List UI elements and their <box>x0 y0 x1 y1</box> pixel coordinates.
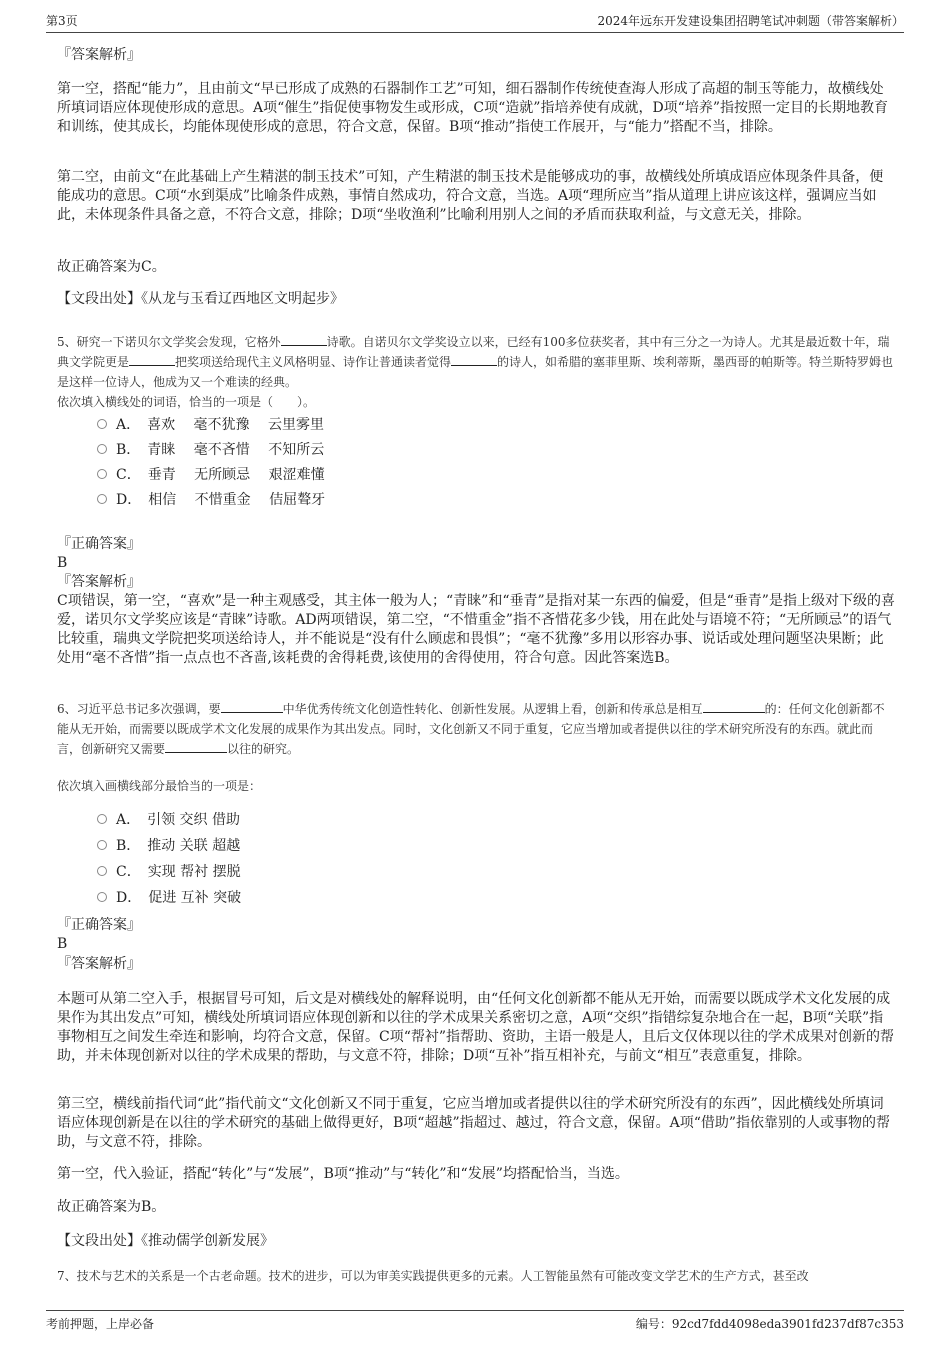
q6-answer-label: 『正确答案』 <box>57 917 141 933</box>
q5-option-b[interactable]: B． 青睐 毫不吝惜 不知所云 <box>97 440 324 460</box>
blank <box>703 699 765 713</box>
q6-analysis-para3 <box>57 1165 895 1184</box>
radio-icon[interactable] <box>97 469 107 479</box>
q6-stem: 6、习近平总书记多次强调，要 中华优秀传统文化创造性转化、创新性发展。从逻辑上看，创新和传承总是相互 的：任何文化创新都不能从无开始，而需要以既成学术文化发展的成果作为其出发点。同时，文化创新又不同于重复，它应当增加或者提供以往的学术研究所没有的东西。就此而言，创新研究又需要 以往的研究。 <box>57 699 895 759</box>
radio-icon[interactable] <box>97 814 107 824</box>
q6-analysis-label-block <box>57 955 895 974</box>
radio-icon[interactable] <box>97 892 107 902</box>
q5-option-d[interactable]: D． 相信 不惜重金 佶屈聱牙 <box>97 490 325 510</box>
blank <box>129 352 175 366</box>
q5-prompt: 依次填入横线处的词语，恰当的一项是（ ）。 <box>57 395 316 409</box>
q6-option-b[interactable]: B． 推动 关联 超越 <box>97 836 240 856</box>
q6-para3-text: 第一空，代入验证，搭配“转化”与“发展”，B项“推动”与“转化”和“发展”均搭配恰当，当选。 <box>57 1166 629 1182</box>
q6-prompt: 依次填入画横线部分最恰当的一项是： <box>57 779 262 793</box>
q6-prompt-block <box>57 776 895 796</box>
q4-source <box>57 290 895 309</box>
q5-answer-block <box>57 535 895 668</box>
q5-analysis-text: C项错误，第一空，“喜欢”是一种主观感受，其主体一般为人；“青睐”和“垂青”是指对某一东西的偏爱，但是“垂青”是指上级对下级的喜爱，诺贝尔文学奖应该是“青睐”诗歌。AD两项错误，第二空，“不惜重金”指不吝惜花多少钱，用在此处与语境不符；“无所顾忌”的语气比较重，瑞典文学院把奖项送给诗人，并不能说是“没有什么顾虑和畏惧”；“毫不犹豫”多用以形容办事、说话或处理问题坚决果断；此处用“毫不吝惜”指一点点也不吝啬,该耗费的舍得耗费,该使用的舍得使用，符合句意。因此答案选B。 <box>57 593 895 666</box>
document-title: 2024年远东开发建设集团招聘笔试冲刺题（带答案解析） <box>597 14 904 28</box>
q6-analysis-para1 <box>57 990 895 1066</box>
radio-icon[interactable] <box>97 419 107 429</box>
q4-para1-text: 第一空，搭配“能力”，且由前文“早已形成了成熟的石器制作工艺”可知，细石器制作传统使查海人形成了高超的制玉等能力，故横线处所填词语应体现使形成的意思。A项“催生”指促使事物发生或形成，C项“造就”指培养使有成就，D项“培养”指按照一定目的长期地教育和训练，使其成长，均能体现使形成的意思，符合文意，保留。B项“推动”指使工作展开，与“能力”搭配不当，排除。 <box>57 81 888 135</box>
q7-question <box>57 1266 895 1286</box>
q5-option-c[interactable]: C． 垂青 无所顾忌 艰涩难懂 <box>97 465 325 485</box>
radio-icon[interactable] <box>97 444 107 454</box>
q6-conclusion <box>57 1198 895 1217</box>
q6-answer-block <box>57 916 895 954</box>
q6-para1-text: 本题可从第二空入手，根据冒号可知，后文是对横线处的解释说明，由“任何文化创新都不能从无开始，而需要以既成学术文化发展的成果作为其出发点”可知，横线处所填词语应体现创新和以往的学术成果关系密切之意，A项“交织”指错综复杂地合在一起，B项“关联”指事物相互之间发生牵连和影响，均符合文意，保留。C项“帮衬”指帮助、资助，主语一般是人，且后文仅体现以往的学术成果对创新的帮助，并未体现创新对以往的学术成果的帮助，与文意不符，排除；D项“互补”指互相补充，与前文“相互”表意重复，排除。 <box>57 991 895 1064</box>
q4-analysis-para1 <box>57 80 895 137</box>
q6-option-a[interactable]: A． 引领 交织 借助 <box>97 810 240 830</box>
radio-icon[interactable] <box>97 494 107 504</box>
q5-analysis-label: 『答案解析』 <box>57 574 141 590</box>
blank <box>221 699 283 713</box>
q5-answer-label: 『正确答案』 <box>57 536 141 552</box>
q6-analysis-para2 <box>57 1095 895 1152</box>
q6-option-d[interactable]: D． 促进 互补 突破 <box>97 888 241 908</box>
q4-conclusion-text: 故正确答案为C。 <box>57 259 166 275</box>
q6-conclusion-text: 故正确答案为B。 <box>57 1199 166 1215</box>
q6-question <box>57 699 895 759</box>
q6-analysis-label: 『答案解析』 <box>57 956 141 972</box>
blank <box>281 332 327 346</box>
q5-answer: B <box>57 555 68 571</box>
q6-source-text: 【文段出处】《推动儒学创新发展》 <box>57 1233 274 1249</box>
blank <box>451 352 497 366</box>
q4-para2-text: 第二空，由前文“在此基础上产生精湛的制玉技术”可知，产生精湛的制玉技术是能够成功的事，故横线处所填成语应体现条件具备，便能成功的意思。C项“水到渠成”比喻条件成熟，事情自然成功，符合文意，当选。A项“理所应当”指从道理上讲应该这样，强调应当如此，未体现条件具备之意，不符合文意，排除；D项“坐收渔利”比喻利用别人之间的矛盾而获取利益，与文意无关，排除。 <box>57 169 884 223</box>
q4-analysis-label-block <box>57 46 895 65</box>
radio-icon[interactable] <box>97 866 107 876</box>
q6-option-c[interactable]: C． 实现 帮衬 摆脱 <box>97 862 241 882</box>
q4-analysis-label: 『答案解析』 <box>57 47 141 63</box>
q7-stem: 7、技术与艺术的关系是一个古老命题。技术的进步，可以为审美实践提供更多的元素。人工智能虽然有可能改变文学艺术的生产方式，甚至改 <box>57 1269 809 1283</box>
page-number: 第3页 <box>46 14 78 28</box>
page-footer <box>46 1310 904 1333</box>
q5-question <box>57 332 895 412</box>
document-code: 编号：92cd7fdd4098eda3901fd237df87c353 <box>635 1317 904 1331</box>
page-header <box>46 10 904 33</box>
footer-slogan: 考前押题，上岸必备 <box>46 1317 155 1331</box>
blank <box>165 739 227 753</box>
q6-para2-text: 第三空，横线前指代词“此”指代前文“文化创新又不同于重复，它应当增加或者提供以往的学术研究所没有的东西”，因此横线处所填词语应体现创新是在以往的学术研究的基础上做得更好，B项“超越”指超过、越过，符合文意，保留。A项“借助”指依靠别的人或事物的帮助，与文意不符，排除。 <box>57 1096 891 1150</box>
q5-stem: 5、研究一下诺贝尔文学奖会发现，它格外 诗歌。自诺贝尔文学奖设立以来，已经有100多位获奖者，其中有三分之一为诗人。尤其是最近数十年，瑞典文学院更是 把奖项送给现代主义风格明显、诗作让普通读者觉得 的诗人，如希腊的塞菲里斯、埃利蒂斯，墨西哥的帕斯等。特兰斯特罗姆也是这样一位诗人，他成为又一个难读的经典。 <box>57 332 895 392</box>
q4-conclusion <box>57 258 895 277</box>
q5-option-a[interactable]: A． 喜欢 毫不犹豫 云里雾里 <box>97 415 324 435</box>
q6-answer: B <box>57 936 68 952</box>
q4-source-text: 【文段出处】《从龙与玉看辽西地区文明起步》 <box>57 291 344 307</box>
radio-icon[interactable] <box>97 840 107 850</box>
q4-analysis-para2 <box>57 168 895 225</box>
q6-source <box>57 1232 895 1251</box>
